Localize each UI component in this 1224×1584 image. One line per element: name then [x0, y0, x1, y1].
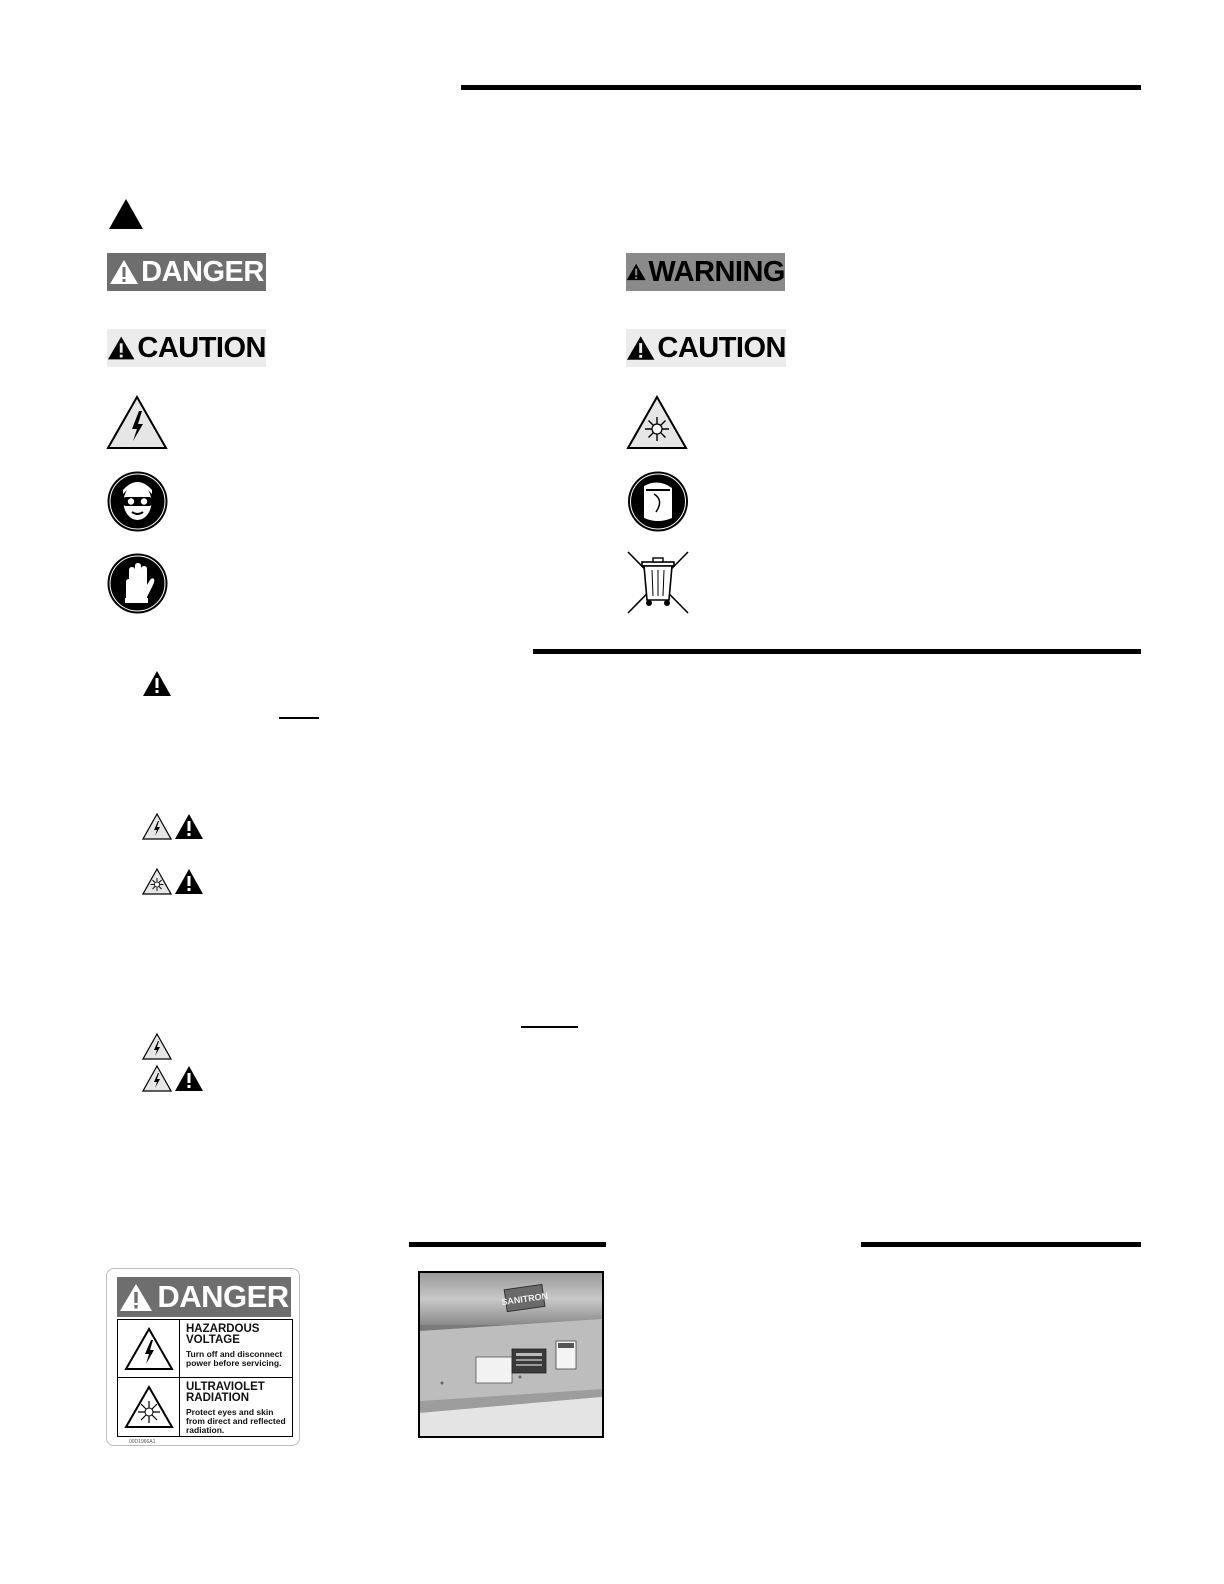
alert-triangle-icon [142, 670, 172, 697]
electrical-hazard-icon [106, 395, 168, 450]
label-row-uv [118, 1378, 292, 1436]
electrical-hazard-icon [142, 813, 172, 840]
section-rule-bottom-left [409, 1242, 606, 1247]
warning-badge [626, 253, 785, 291]
caution-badge-left [107, 329, 266, 367]
label-row-text: Protect eyes and skin from direct and reflected radiation. [186, 1407, 286, 1435]
alert-triangle-icon [109, 259, 139, 285]
label-header [117, 1277, 291, 1317]
alert-triangle-icon [626, 259, 646, 285]
caution-label: CAUTION [657, 331, 786, 364]
alert-triangle-icon [174, 1065, 204, 1092]
alert-triangle-icon [174, 868, 204, 895]
underline-mark [521, 1026, 578, 1028]
uv-radiation-icon [142, 868, 172, 895]
alert-triangle-icon [119, 1283, 153, 1312]
section-rule-middle [533, 649, 1141, 654]
face-shield-icon [626, 470, 690, 533]
label-part-code: 00D1966A1 [129, 1439, 156, 1445]
danger-label: DANGER [141, 255, 264, 288]
uv-radiation-icon [626, 395, 688, 450]
uv-radiation-icon [124, 1385, 174, 1429]
caution-label: CAUTION [137, 331, 266, 364]
alert-triangle-icon [108, 198, 144, 230]
label-row-text: Turn off and disconnect power before servicing. [186, 1349, 283, 1368]
label-body [117, 1319, 293, 1437]
product-photo-illustration [420, 1273, 602, 1436]
danger-badge [107, 253, 266, 291]
electrical-hazard-icon [142, 1065, 172, 1092]
photo-brand-text: SANITRON [500, 1290, 549, 1308]
product-photo [418, 1271, 604, 1438]
label-row-title: HAZARDOUS VOLTAGE [186, 1323, 260, 1346]
label-row-voltage [118, 1320, 292, 1378]
electrical-hazard-icon [142, 1033, 172, 1060]
protective-gloves-icon [106, 552, 169, 615]
caution-badge-right [626, 329, 786, 367]
electrical-hazard-icon [124, 1327, 174, 1371]
section-rule-top [461, 85, 1141, 90]
label-row-title: ULTRAVIOLET RADIATION [186, 1381, 265, 1404]
alert-triangle-icon [107, 335, 135, 361]
crossed-out-bin-icon [626, 550, 690, 615]
hazard-warning-label [106, 1268, 300, 1446]
section-rule-bottom-right [861, 1242, 1141, 1247]
label-header-text: DANGER [157, 1279, 289, 1314]
safety-glasses-icon [106, 470, 169, 533]
warning-label: WARNING [648, 255, 785, 288]
alert-triangle-icon [174, 813, 204, 840]
alert-triangle-icon [626, 335, 655, 361]
underline-mark [279, 717, 319, 719]
